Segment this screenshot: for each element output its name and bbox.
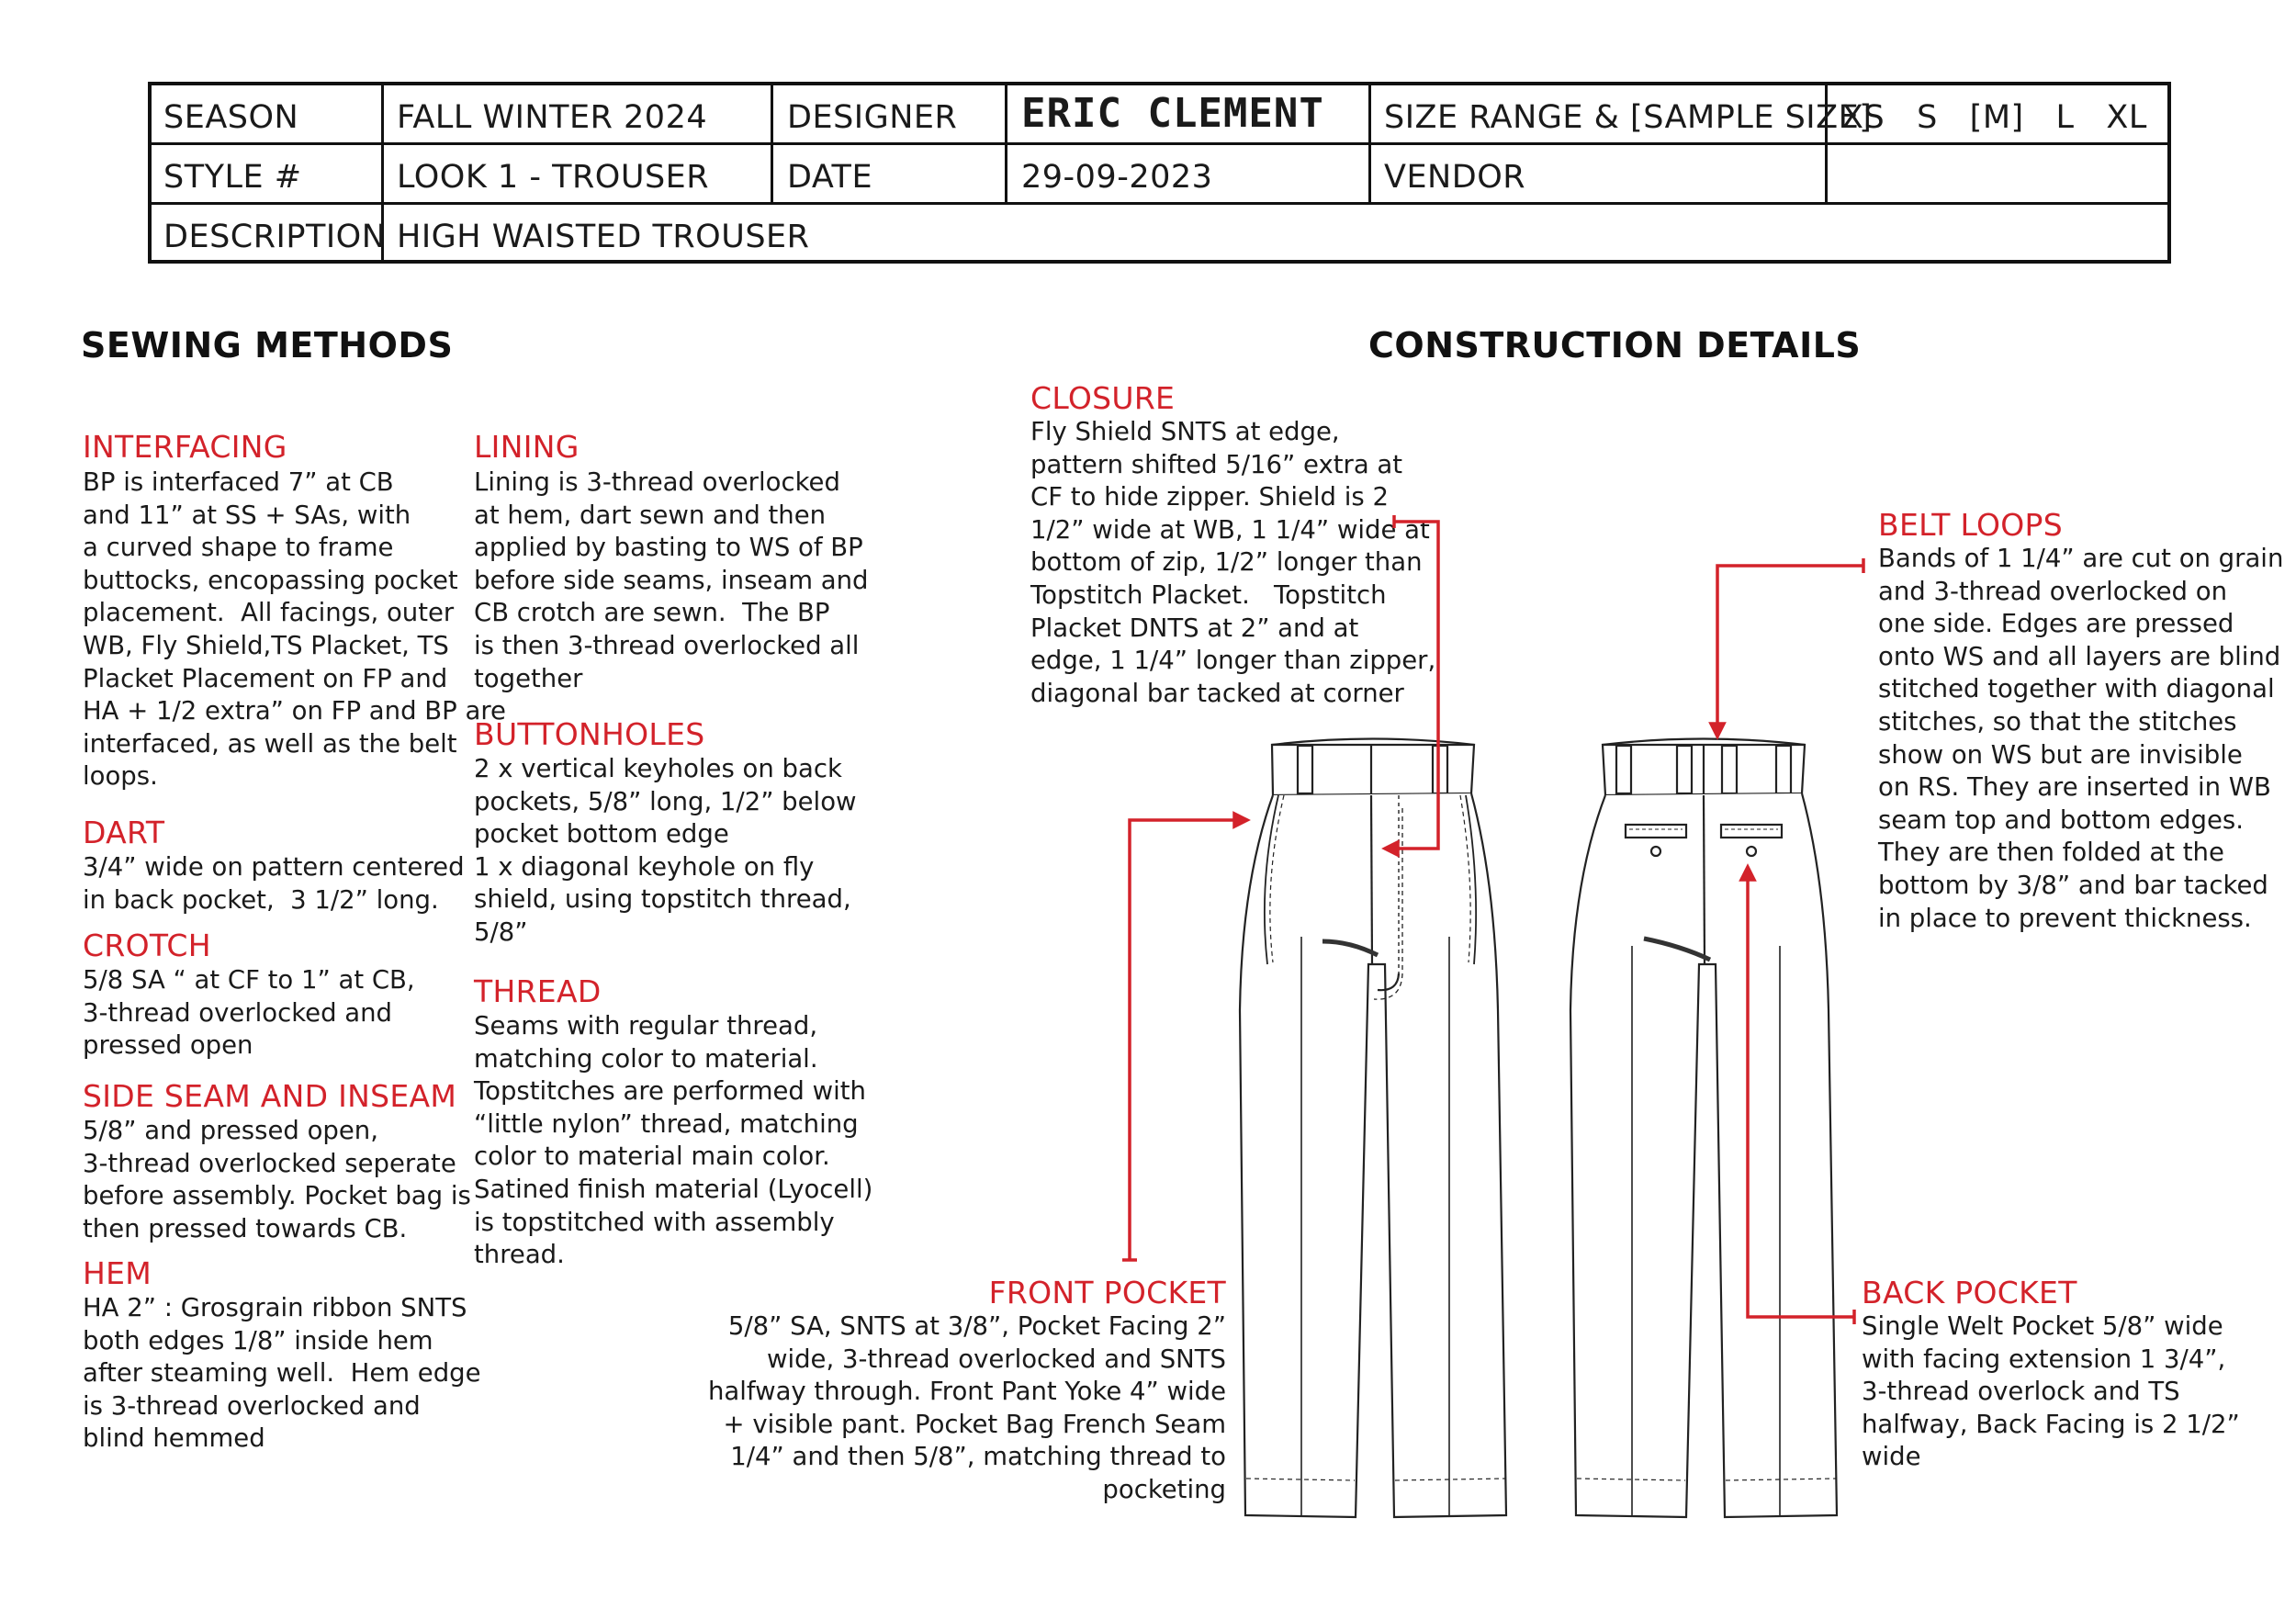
hem-text: HA 2” : Grosgrain ribbon SNTS both edges 1/8” inside hem after steaming well. Hem edge is 3-thread overlocked and blind hemmed: [83, 1293, 481, 1454]
buttonholes-heading: BUTTONHOLES: [474, 716, 705, 752]
side-seam-heading: SIDE SEAM AND INSEAM: [83, 1078, 457, 1114]
back-trouser-flat-sketch: [1570, 739, 1837, 1518]
buttonholes-text: 2 x vertical keyholes on back pockets, 5/8” long, 1/2” below pocket bottom edge 1 x diagonal keyhole on fly shield, using topstitch thread, 5/8”: [474, 754, 857, 947]
date-label: DATE: [787, 159, 873, 196]
dart-text: 3/4” wide on pattern centered in back pocket, 3 1/2” long.: [83, 852, 465, 915]
interfacing-heading: INTERFACING: [83, 429, 287, 465]
date-value: 29-09-2023: [1021, 159, 1213, 196]
front-pocket-heading: FRONT POCKET: [988, 1275, 1226, 1310]
interfacing-text: BP is interfaced 7” at CB and 11” at SS + SAs, with a curved shape to frame buttocks, encopassing pocket placement. All facings, outer WB, Fly Shield,TS Placket, TS Placket Placement on FP and HA + 1/2 extra” on FP and BP are interfaced, as well as the belt loops.: [83, 467, 506, 792]
construction-details-title: CONSTRUCTION DETAILS: [1368, 325, 1862, 366]
closure-heading: CLOSURE: [1030, 380, 1176, 416]
style-value: LOOK 1 - TROUSER: [397, 159, 710, 196]
sewing-methods-title: SEWING METHODS: [81, 325, 454, 366]
lining-text: Lining is 3-thread overlocked at hem, dart sewn and then applied by basting to WS of BP before side seams, inseam and CB crotch are sewn. The BP is then 3-thread overlocked all together: [474, 467, 869, 693]
back-pocket-heading: BACK POCKET: [1862, 1275, 2077, 1310]
crotch-text: 5/8 SA “ at CF to 1” at CB, 3-thread overlocked and pressed open: [83, 965, 415, 1061]
hem-heading: HEM: [83, 1255, 152, 1291]
lining-heading: LINING: [474, 429, 580, 465]
side-seam-text: 5/8” and pressed open, 3-thread overlocked seperate before assembly. Pocket bag is then pressed towards CB.: [83, 1116, 471, 1243]
thread-heading: THREAD: [474, 973, 602, 1009]
style-label: STYLE #: [163, 159, 302, 196]
belt-loops-text: Bands of 1 1/4” are cut on grain and 3-thread overlocked on one side. Edges are pressed onto WS and all layers are blind stitched together with diagonal stitches, so that the stitches show on WS but are invisible on RS. They are inserted in WB seam top and bottom edges. They are then folded at the bottom by 3/8” and bar tacked in place to prevent thickness.: [1878, 544, 2284, 933]
description-value: HIGH WAISTED TROUSER: [397, 219, 810, 255]
designer-label: DESIGNER: [787, 99, 958, 136]
back-pocket-text: Single Welt Pocket 5/8” wide with facing extension 1 3/4”, 3-thread overlock and TS halfway, Back Facing is 2 1/2” wide: [1862, 1311, 2240, 1472]
crotch-heading: CROTCH: [83, 928, 211, 963]
designer-value: ERIC CLEMENT: [1021, 90, 1324, 137]
thread-text: Seams with regular thread, matching color to material. Topstitches are performed with “little nylon” thread, matching color to material main color. Satined finish material (Lyocell) is topstitched with assembly thread.: [474, 1011, 873, 1270]
front-pocket-callout-arrow: [1122, 814, 1247, 1260]
size-range-value: XS S [M] L XL: [1841, 99, 2147, 136]
front-pocket-text: 5/8” SA, SNTS at 3/8”, Pocket Facing 2” wide, 3-thread overlocked and SNTS halfway through. Front Pant Yoke 4” wide + visible pant. Pocket Bag French Seam 1/4” and then 5/8”, matching thread to pocketing: [707, 1311, 1226, 1504]
size-range-label: SIZE RANGE & [SAMPLE SIZE]: [1384, 99, 1873, 136]
front-trouser-flat-sketch: [1240, 739, 1506, 1518]
description-label: DESCRIPTION: [163, 219, 387, 255]
dart-heading: DART: [83, 815, 165, 850]
vendor-label: VENDOR: [1384, 159, 1526, 196]
belt-loops-callout-arrow: [1711, 558, 1863, 737]
season-label: SEASON: [163, 99, 299, 136]
season-value: FALL WINTER 2024: [397, 99, 708, 136]
belt-loops-heading: BELT LOOPS: [1878, 507, 2063, 543]
closure-text: Fly Shield SNTS at edge, pattern shifted 5/16” extra at CF to hide zipper. Shield is 2 1/2” wide at WB, 1 1/4” wide at bottom of zip, 1/2” longer than Topstitch Placket. Topstitch Placket DNTS at 2” and at edge, 1 1/4” longer than zipper, diagonal bar tacked at corner: [1030, 417, 1436, 708]
